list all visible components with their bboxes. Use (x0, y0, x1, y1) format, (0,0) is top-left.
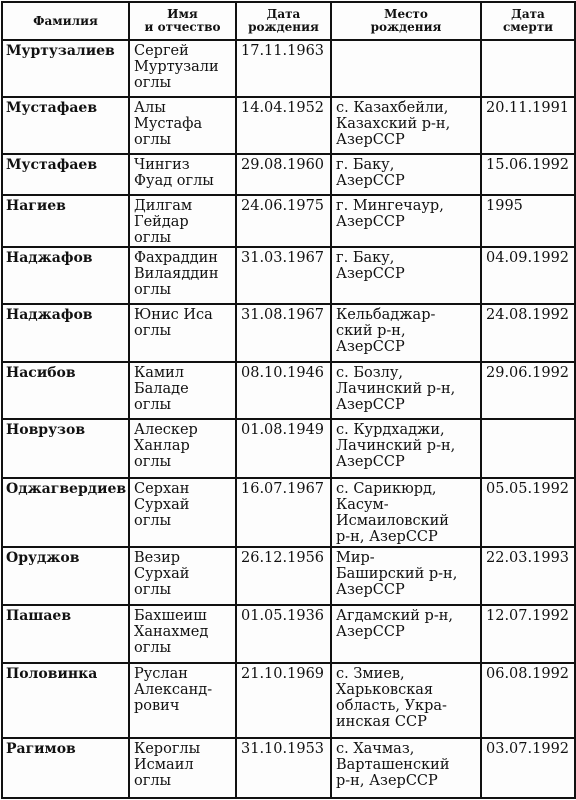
birth-date-cell: 01.05.1936 (236, 605, 331, 664)
birth-place-cell (331, 304, 481, 362)
surname-cell: Мустафаев (2, 154, 129, 194)
birth-place-cell-line: г. Мингечаур, (336, 197, 444, 214)
name-cell-line: оглы (134, 396, 172, 413)
birth-place-cell-line: с. Бозлу, (336, 364, 403, 381)
birth-place-cell (331, 247, 481, 304)
table-row (2, 304, 575, 362)
birth-place-cell-line: с. Хачмаз, (336, 741, 415, 758)
table-row (2, 40, 575, 97)
birth-place-cell (331, 195, 481, 248)
name-cell-line: Алы (134, 99, 166, 116)
birth-place-cell-line: Кельбаджар- (336, 307, 436, 324)
birth-place-cell-line: Варташенский (336, 757, 450, 774)
name-cell-line: Сурхай (134, 565, 190, 582)
name-cell-line: Серхан (134, 481, 190, 498)
birth-place-cell-line: Баширский р-н, (336, 565, 458, 582)
birth-place-cell-line: ский р-н, (336, 323, 406, 340)
name-cell-line: Баладе (134, 380, 189, 397)
name-cell (129, 97, 236, 155)
name-cell-line: Везир (134, 549, 181, 566)
name-cell-line: Бахшеиш (134, 607, 207, 624)
birth-place-cell-line: с. Сарикюрд, (336, 481, 437, 498)
name-cell-line: Мустафа (134, 115, 203, 132)
surname-cell: Половинка (2, 663, 129, 738)
surname-cell: Новрузов (2, 419, 129, 478)
death-date-cell: 1995 (481, 195, 575, 248)
birth-date-cell: 31.03.1967 (236, 247, 331, 304)
birth-place-cell (331, 40, 481, 97)
name-cell-line: оглы (134, 773, 172, 790)
name-cell (129, 605, 236, 664)
birth-date-cell: 24.06.1975 (236, 195, 331, 248)
birth-place-cell-line: г. Баку, (336, 157, 395, 174)
table-row (2, 738, 575, 798)
table-row (2, 154, 575, 194)
table-row (2, 663, 575, 738)
name-cell (129, 195, 236, 248)
birth-place-cell (331, 605, 481, 664)
birth-place-cell-line: Казахский р-н, (336, 115, 451, 132)
surname-cell: Нагиев (2, 195, 129, 248)
birth-place-cell (331, 738, 481, 798)
name-cell-line: Гейдар (134, 213, 189, 230)
surname-cell: Наджафов (2, 247, 129, 304)
header-surname: Фамилия (2, 2, 129, 40)
header-birth-place: Место рождения (331, 2, 481, 40)
table-row (2, 605, 575, 664)
birth-place-cell (331, 154, 481, 194)
name-cell (129, 419, 236, 478)
name-cell-line: рович (134, 698, 180, 715)
death-date-cell: 05.05.1992 (481, 478, 575, 547)
birth-date-cell: 16.07.1967 (236, 478, 331, 547)
name-cell-line: Сергей (134, 43, 189, 59)
birth-place-cell (331, 478, 481, 547)
birth-place-cell-line: Агдамский р-н, (336, 607, 454, 624)
birth-place-cell-line: с. Змиев, (336, 666, 405, 683)
name-cell-line: Фуад оглы (134, 173, 214, 190)
birth-place-cell-line: с. Казахбейли, (336, 99, 449, 116)
surname-cell: Пашаев (2, 605, 129, 664)
birth-date-cell: 01.08.1949 (236, 419, 331, 478)
death-date-cell (481, 40, 575, 97)
birth-place-cell-line: АзерССР (336, 339, 405, 356)
table-row (2, 97, 575, 155)
name-cell-line: Вилаяддин (134, 266, 219, 283)
name-cell-line: Ханахмед (134, 623, 209, 640)
name-cell-line: Исмаил (134, 757, 194, 774)
birth-place-cell-line: Исмаиловский (336, 513, 449, 530)
surname-cell: Муртузалиев (2, 40, 129, 97)
birth-place-cell-line: г. Баку, (336, 250, 395, 267)
name-cell (129, 304, 236, 362)
name-cell-line: Муртузали (134, 59, 219, 75)
birth-place-cell-line: АзерССР (336, 623, 405, 640)
table-row (2, 419, 575, 478)
death-date-cell: 06.08.1992 (481, 663, 575, 738)
name-cell-line: оглы (134, 323, 172, 340)
birth-place-cell-line: с. Курдхаджи, (336, 422, 445, 439)
name-cell-line: Кероглы (134, 741, 201, 758)
name-cell-line: Камил (134, 364, 185, 381)
header-name: Имя и отчество (129, 2, 236, 40)
birth-place-cell (331, 419, 481, 478)
surname-cell: Рагимов (2, 738, 129, 798)
surname-cell: Мустафаев (2, 97, 129, 155)
birth-date-cell: 21.10.1969 (236, 663, 331, 738)
birth-place-cell-line: Харьковская (336, 682, 434, 699)
memorial-register-table (1, 1, 576, 799)
birth-date-cell: 26.12.1956 (236, 547, 331, 605)
death-date-cell (481, 419, 575, 478)
name-cell-line: Фахраддин (134, 250, 218, 267)
name-cell-line: оглы (134, 581, 172, 598)
name-cell-line: Алескер (134, 422, 198, 439)
birth-place-cell-line: р-н, АзерССР (336, 773, 438, 790)
name-cell (129, 478, 236, 547)
name-cell (129, 154, 236, 194)
birth-place-cell-line: Касум- (336, 497, 389, 514)
name-cell (129, 362, 236, 420)
surname-cell: Насибов (2, 362, 129, 420)
birth-place-cell-line: АзерССР (336, 396, 405, 413)
birth-place-cell-line: инская ССР (336, 714, 427, 731)
name-cell (129, 663, 236, 738)
death-date-cell: 15.06.1992 (481, 154, 575, 194)
death-date-cell: 24.08.1992 (481, 304, 575, 362)
name-cell (129, 247, 236, 304)
name-cell-line: оглы (134, 131, 172, 148)
name-cell-line: Руслан (134, 666, 188, 683)
death-date-cell: 22.03.1993 (481, 547, 575, 605)
birth-date-cell: 08.10.1946 (236, 362, 331, 420)
birth-date-cell: 31.10.1953 (236, 738, 331, 798)
birth-place-cell (331, 97, 481, 155)
name-cell-line: Ханлар (134, 438, 190, 455)
header-birth-date: Дата рождения (236, 2, 331, 40)
name-cell-line: Юнис Иса (134, 307, 213, 324)
birth-date-cell: 14.04.1952 (236, 97, 331, 155)
name-cell (129, 547, 236, 605)
death-date-cell: 29.06.1992 (481, 362, 575, 420)
birth-place-cell-line: Лачинский р-н, (336, 380, 456, 397)
name-cell-line: оглы (134, 282, 172, 299)
birth-date-cell: 29.08.1960 (236, 154, 331, 194)
header-death-date: Дата смерти (481, 2, 575, 40)
name-cell-line: Дилгам (134, 197, 193, 214)
name-cell (129, 738, 236, 798)
surname-cell: Оджагвердиев (2, 478, 129, 547)
birth-place-cell (331, 362, 481, 420)
birth-place-cell-line: АзерССР (336, 454, 405, 471)
birth-place-cell-line: р-н, АзерССР (336, 529, 438, 546)
surname-cell: Оруджов (2, 547, 129, 605)
table-row (2, 195, 575, 248)
birth-date-cell: 31.08.1967 (236, 304, 331, 362)
name-cell-line: Сурхай (134, 497, 190, 514)
header-row (2, 2, 575, 40)
name-cell-line: оглы (134, 75, 172, 91)
table-row (2, 547, 575, 605)
name-cell-line: оглы (134, 639, 172, 656)
birth-place-cell-line: АзерССР (336, 581, 405, 598)
name-cell-line: оглы (134, 454, 172, 471)
birth-place-cell-line: АзерССР (336, 173, 405, 190)
name-cell-line: оглы (134, 513, 172, 530)
birth-place-cell-line: Мир- (336, 549, 375, 566)
death-date-cell: 12.07.1992 (481, 605, 575, 664)
name-cell-line: оглы (134, 229, 172, 246)
birth-place-cell (331, 547, 481, 605)
table-row (2, 478, 575, 547)
death-date-cell: 03.07.1992 (481, 738, 575, 798)
birth-place-cell (331, 663, 481, 738)
table-body (2, 40, 575, 798)
death-date-cell: 20.11.1991 (481, 97, 575, 155)
table-row (2, 247, 575, 304)
birth-place-cell-line: Лачинский р-н, (336, 438, 456, 455)
surname-cell: Наджафов (2, 304, 129, 362)
birth-place-cell-line: АзерССР (336, 213, 405, 230)
birth-date-cell: 17.11.1963 (236, 40, 331, 97)
name-cell-line: Александ- (134, 682, 213, 699)
name-cell (129, 40, 236, 97)
death-date-cell: 04.09.1992 (481, 247, 575, 304)
birth-place-cell-line: АзерССР (336, 131, 405, 148)
name-cell-line: Чингиз (134, 157, 190, 174)
table-row (2, 362, 575, 420)
birth-place-cell-line: область, Укра- (336, 698, 447, 715)
birth-place-cell-line: АзерССР (336, 266, 405, 283)
